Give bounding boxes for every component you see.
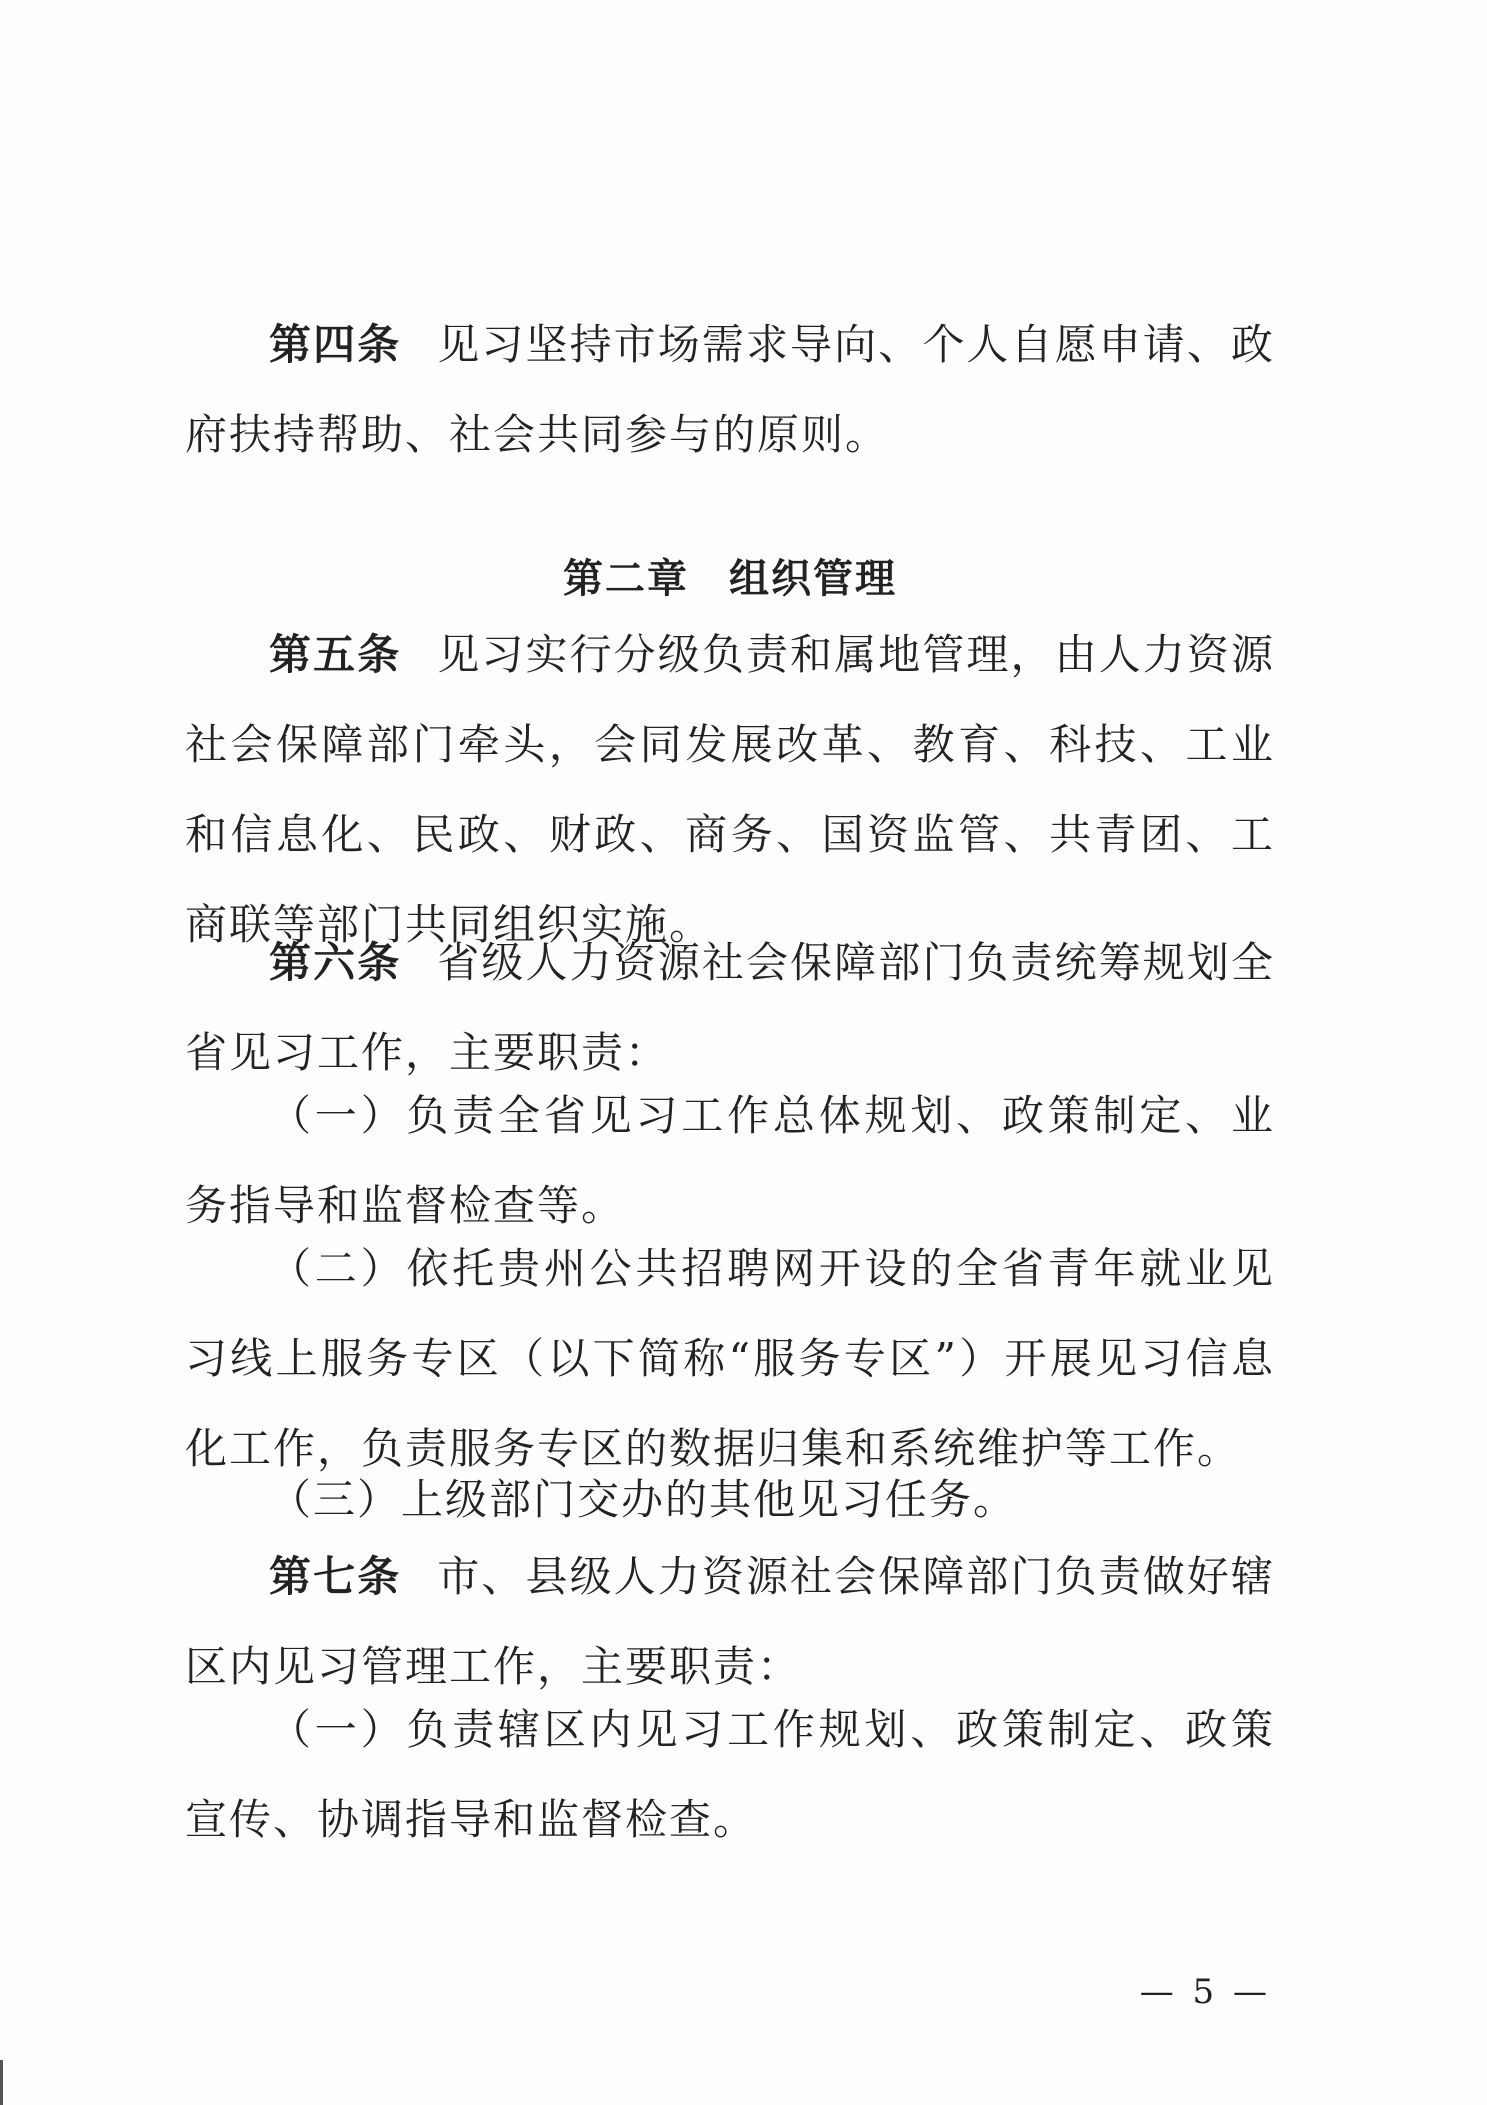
article-5-label: 第五条	[269, 630, 402, 679]
article-5-text: 见习实行分级负责和属地管理，由人力资源社会保障部门牵头，会同发展改革、教育、科技、工业和信息化、民政、财政、商务、国资监管、共青团、工商联等部门共同组织实施。	[185, 630, 1275, 949]
article-7-text: 市、县级人力资源社会保障部门负责做好辖区内见习管理工作，主要职责：	[185, 1552, 1275, 1691]
page-number: — 5 —	[1139, 1972, 1271, 2012]
article-4-text: 见习坚持市场需求导向、个人自愿申请、政府扶持帮助、社会共同参与的原则。	[185, 320, 1275, 459]
article-6-item-3-text: （三）上级部门交办的其他见习任务。	[269, 1475, 1018, 1524]
article-4-label: 第四条	[269, 320, 402, 369]
article-6-label: 第六条	[269, 938, 402, 987]
article-6-text: 省级人力资源社会保障部门负责统筹规划全省见习工作，主要职责：	[185, 938, 1275, 1077]
scan-edge-mark	[0, 2060, 3, 2105]
article-7-label: 第七条	[269, 1552, 402, 1601]
article-6-item-2-text: （二）依托贵州公共招聘网开设的全省青年就业见习线上服务专区（以下简称“服务专区”）开展见习信息化工作，负责服务专区的数据归集和系统维护等工作。	[185, 1244, 1275, 1473]
article-5	[185, 610, 1275, 970]
chapter-number: 第二章	[563, 556, 689, 602]
article-6-item-1-text: （一）负责全省见习工作总体规划、政策制定、业务指导和监督检查等。	[185, 1091, 1275, 1230]
article-6-item-2	[185, 1224, 1275, 1494]
chapter-title: 组织管理	[729, 556, 897, 602]
article-7-item-1	[185, 1685, 1275, 1865]
article-7-item-1-text: （一）负责辖区内见习工作规划、政策制定、政策宣传、协调指导和监督检查。	[185, 1705, 1275, 1844]
article-4	[185, 300, 1275, 480]
